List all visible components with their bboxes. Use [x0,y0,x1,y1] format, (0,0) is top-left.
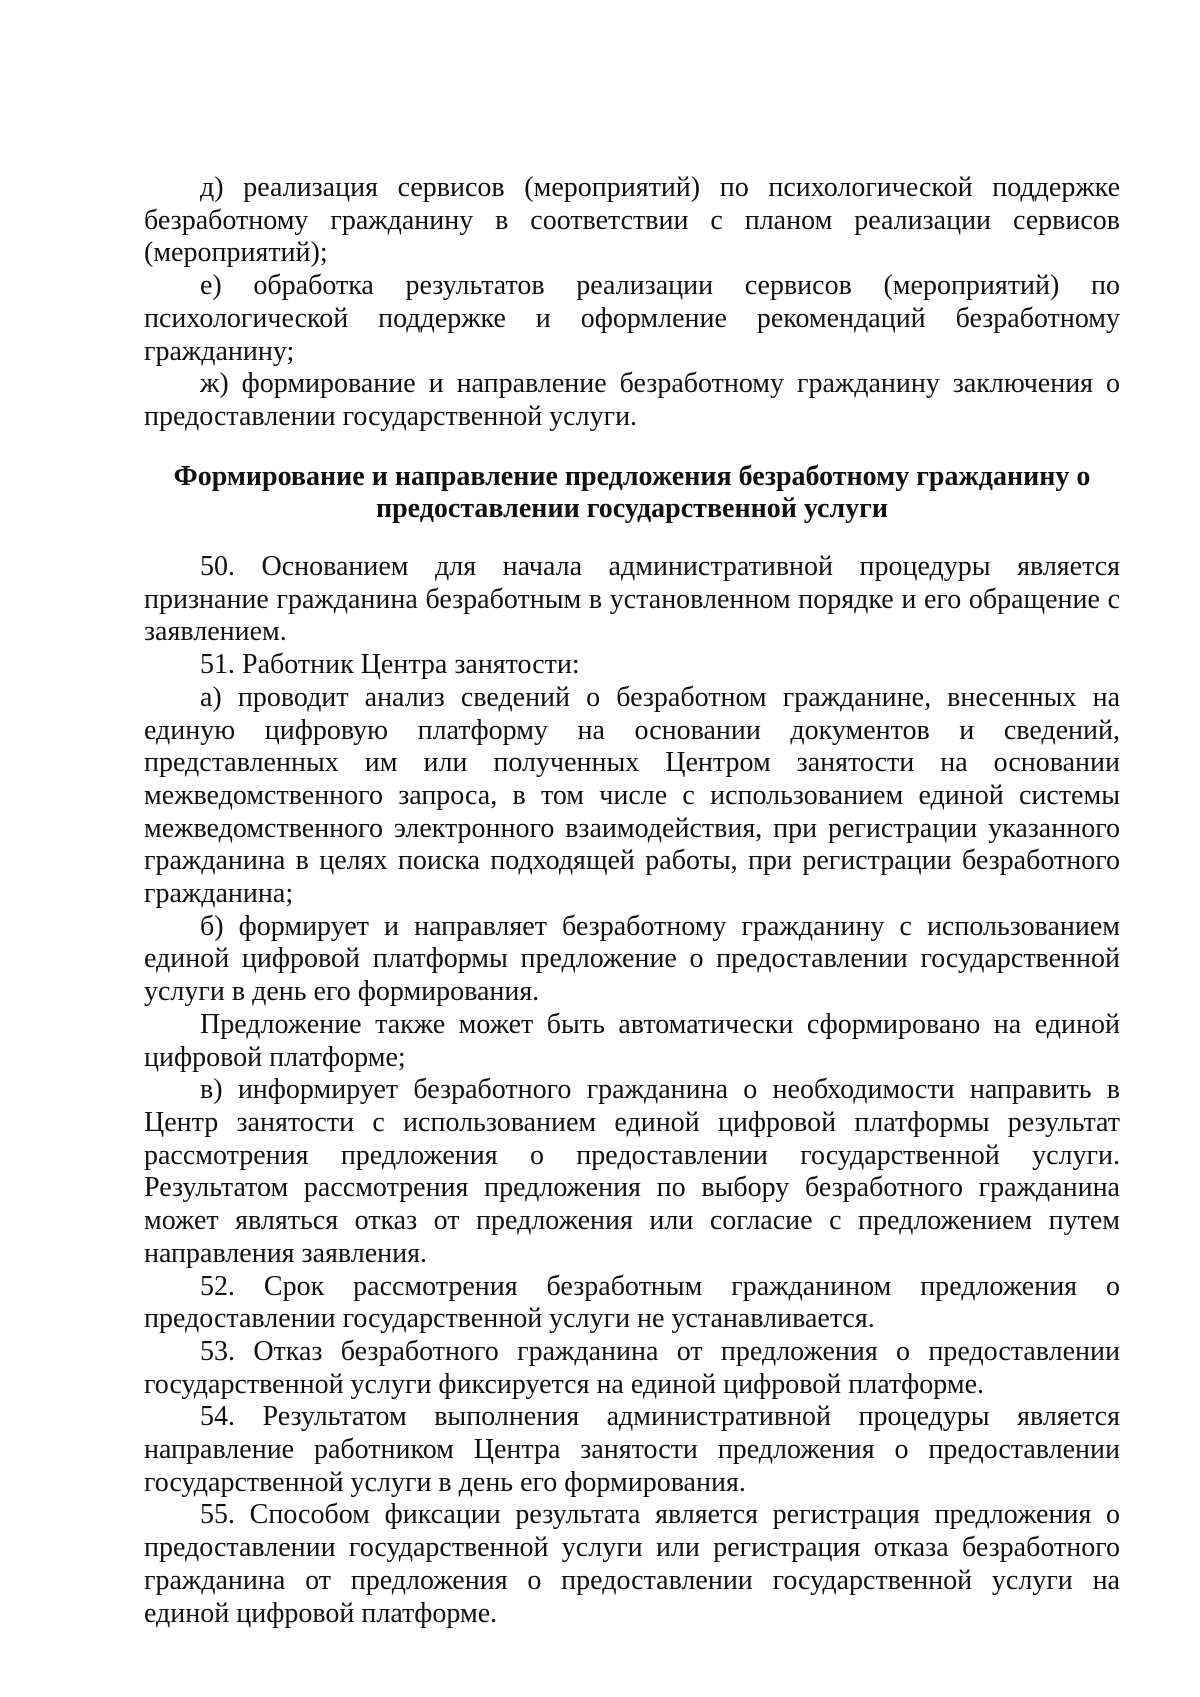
paragraph-51: 51. Работник Центра занятости: [200,649,580,681]
paragraph-51-b-note: Предложение также может быть автоматически сформировано на единой цифровой платформе; [144,1008,1120,1073]
paragraph-52: 52. Срок рассмотрения безработным гражданином предложения о предоставлении государственной услуги не устанавливается. [144,1270,1120,1335]
section-heading-line-2: предоставлении государственной услуги [375,493,889,525]
paragraph-51-a: а) проводит анализ сведений о безработном гражданине, внесенных на единую цифровую платформу на основании документов и сведений, представленных им или полученных Центром занятости на основании межведомственного запроса, в том числе с использованием единой системы межведомственного электронного взаимодействия, при регистрации указанного гражданина в целях поиска подходящей работы, при регистрации безработного гражданина; [144,681,1120,910]
paragraph-item-zh: ж) формирование и направление безработному гражданину заключения о предоставлении государственной услуги. [144,368,1120,432]
paragraph-53: 53. Отказ безработного гражданина от предложения о предоставлении государственной услуги фиксируется на единой цифровой платформе. [144,1335,1120,1400]
paragraph-50: 50. Основанием для начала административной процедуры является признание гражданина безработным в установленном порядке и его обращение с заявлением. [144,551,1120,648]
paragraph-51-v: в) информирует безработного гражданина о необходимости направить в Центр занятости с использованием единой цифровой платформы результат рассмотрения предложения о предоставлении государственной услуги. Результатом рассмотрения предложения по выбору безработного гражданина может являться отказ от предложения или согласие с предложением путем направления заявления. [144,1074,1120,1269]
section-heading-line-1: Формирование и направление предложения безработному гражданину о [173,460,1091,492]
document-body [144,172,1120,1630]
paragraph-51-b: б) формирует и направляет безработному гражданину с использованием единой цифровой платформы предложение о предоставлении государственной услуги в день его формирования. [144,910,1120,1008]
paragraph-item-e: е) обработка результатов реализации сервисов (мероприятий) по психологической поддержке и оформление рекомендаций безработному гражданину; [144,270,1120,367]
paragraph-54: 54. Результатом выполнения административной процедуры является направление работником Центра занятости предложения о предоставлении государственной услуги в день его формирования. [144,1401,1120,1498]
paragraph-item-d: д) реализация сервисов (мероприятий) по психологической поддержке безработному гражданину в соответствии с планом реализации сервисов (мероприятий); [144,172,1120,269]
section-heading [144,461,1120,526]
paragraph-55: 55. Способом фиксации результата является регистрация предложения о предоставлении государственной услуги или регистрация отказа безработного гражданина от предложения о предоставлении государственной услуги на единой цифровой платформе. [144,1499,1120,1629]
